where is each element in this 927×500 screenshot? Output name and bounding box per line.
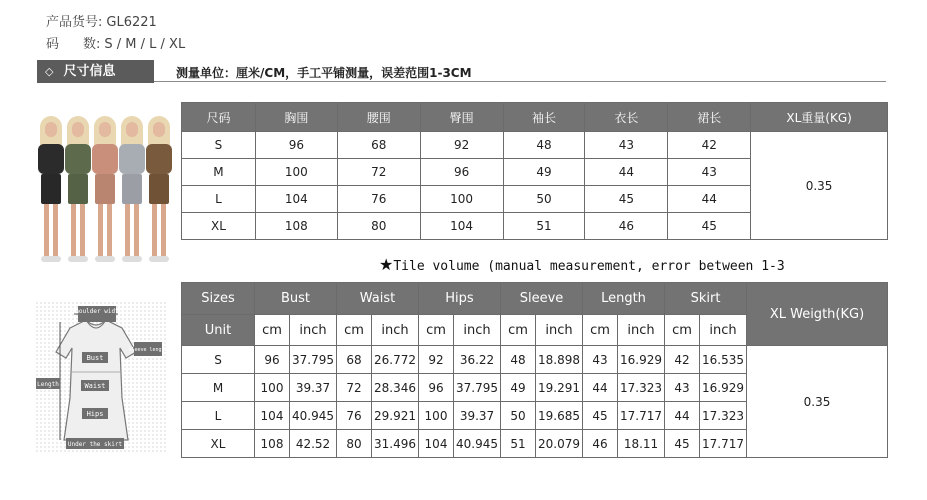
table-cell: 68 xyxy=(337,132,420,159)
size-cell: M xyxy=(182,374,255,402)
sizes-value: S / M / L / XL xyxy=(104,37,186,52)
table-cell: 76 xyxy=(337,402,372,430)
unit-cell: inch xyxy=(290,315,337,346)
table-cell: 17.717 xyxy=(700,430,747,458)
model-figure xyxy=(38,116,64,262)
diagram-under-skirt-label: Under the skirt xyxy=(67,441,123,448)
tile-volume-note xyxy=(379,255,785,274)
table-cell: 96 xyxy=(255,346,290,374)
weight-cell: 0.35 xyxy=(747,346,888,458)
measurement-note: 测量单位：厘米/CM，手工平铺测量，误差范围1-3CM xyxy=(176,66,472,80)
table-header-row xyxy=(182,103,888,132)
table-cell: 51 xyxy=(503,213,585,240)
table-cell: 104 xyxy=(255,186,337,213)
unit-cell: inch xyxy=(700,315,747,346)
column-header: 腰围 xyxy=(337,103,420,132)
table-cell: 72 xyxy=(337,159,420,186)
table-cell: 48 xyxy=(503,132,585,159)
table-cell: 36.22 xyxy=(454,346,501,374)
unit-cell: inch xyxy=(372,315,419,346)
table-cell: 16.929 xyxy=(618,346,665,374)
table-cell: 45 xyxy=(668,213,751,240)
column-header: Skirt xyxy=(665,283,747,315)
table-cell: 17.717 xyxy=(618,402,665,430)
table-cell: 44 xyxy=(668,186,751,213)
garment-diagram xyxy=(36,302,166,454)
column-header: 衣长 xyxy=(585,103,668,132)
table-cell: 20.079 xyxy=(536,430,583,458)
unit-cell: inch xyxy=(536,315,583,346)
table-cell: 40.945 xyxy=(290,402,337,430)
table-cell: 108 xyxy=(255,430,290,458)
unit-cell: cm xyxy=(337,315,372,346)
table-cell: 96 xyxy=(420,159,503,186)
size-table-cn xyxy=(181,102,888,240)
section-header xyxy=(37,60,154,83)
unit-cell: cm xyxy=(583,315,618,346)
table-cell: 100 xyxy=(255,374,290,402)
models-photo xyxy=(36,112,176,262)
table-cell: 44 xyxy=(665,402,700,430)
table-cell: 100 xyxy=(419,402,454,430)
size-cell: XL xyxy=(182,430,255,458)
table-cell: 43 xyxy=(585,132,668,159)
table-cell: 43 xyxy=(665,374,700,402)
product-code-line xyxy=(46,11,157,30)
table-cell: 42 xyxy=(665,346,700,374)
table-row xyxy=(182,132,888,159)
table-cell: 72 xyxy=(337,374,372,402)
table-cell: 42 xyxy=(668,132,751,159)
table-cell: 39.37 xyxy=(454,402,501,430)
table-cell: 50 xyxy=(503,186,585,213)
model-figure xyxy=(119,116,145,262)
product-code-label: 产品货号: xyxy=(46,15,103,30)
table-cell: 45 xyxy=(583,402,618,430)
size-cell: L xyxy=(182,186,256,213)
model-figure xyxy=(92,116,118,262)
star-icon: ★ xyxy=(379,255,394,274)
table-cell: 42.52 xyxy=(290,430,337,458)
table-row xyxy=(182,346,888,374)
table-cell: 45 xyxy=(665,430,700,458)
table-cell: 43 xyxy=(668,159,751,186)
table-cell: 16.535 xyxy=(700,346,747,374)
diagram-sleeve-label: sleeve length xyxy=(128,347,166,353)
diagram-bust-label: Bust xyxy=(86,354,104,362)
table-cell: 92 xyxy=(420,132,503,159)
column-header: Sizes xyxy=(182,283,255,315)
diamond-icon: ◇ xyxy=(45,65,54,78)
table-cell: 44 xyxy=(583,374,618,402)
diagram-length-label: Length xyxy=(37,381,59,388)
size-cell: M xyxy=(182,159,256,186)
table-cell: 18.898 xyxy=(536,346,583,374)
sizes-label-2: 数: xyxy=(83,37,101,52)
unit-cell: cm xyxy=(501,315,536,346)
diagram-hips-label: Hips xyxy=(86,410,104,418)
table-cell: 45 xyxy=(585,186,668,213)
table-cell: 37.795 xyxy=(290,346,337,374)
size-table-en xyxy=(181,282,888,458)
table-cell: 68 xyxy=(337,346,372,374)
column-header: 胸围 xyxy=(255,103,337,132)
size-cell: S xyxy=(182,346,255,374)
table-cell: 92 xyxy=(419,346,454,374)
weight-cell: 0.35 xyxy=(751,132,888,240)
model-figure xyxy=(65,116,91,262)
table-cell: 50 xyxy=(501,402,536,430)
table-cell: 48 xyxy=(501,346,536,374)
size-cell: L xyxy=(182,402,255,430)
column-header: 裙长 xyxy=(668,103,751,132)
table-cell: 51 xyxy=(501,430,536,458)
unit-cell: cm xyxy=(665,315,700,346)
table-cell: 80 xyxy=(337,430,372,458)
table-cell: 28.346 xyxy=(372,374,419,402)
table-cell: 37.795 xyxy=(454,374,501,402)
table-cell: 46 xyxy=(585,213,668,240)
unit-cell: cm xyxy=(419,315,454,346)
diagram-shoulder-label: shoulder width xyxy=(71,308,123,315)
table-cell: 16.929 xyxy=(700,374,747,402)
table-cell: 26.772 xyxy=(372,346,419,374)
column-header: Sleeve xyxy=(501,283,583,315)
tile-note-text: Tile volume (manual measurement, error between 1-3 xyxy=(393,259,785,274)
dress-outline-icon xyxy=(36,302,166,454)
table-header-row xyxy=(182,283,888,315)
section-title: 尺寸信息 xyxy=(63,64,116,79)
size-cell: XL xyxy=(182,213,256,240)
table-cell: 19.685 xyxy=(536,402,583,430)
column-header: 尺码 xyxy=(182,103,256,132)
product-code-value: GL6221 xyxy=(106,15,157,30)
sizes-label-1: 码 xyxy=(46,37,60,52)
column-header: Length xyxy=(583,283,665,315)
table-cell: 104 xyxy=(255,402,290,430)
table-cell: 17.323 xyxy=(700,402,747,430)
column-header: Waist xyxy=(337,283,419,315)
table-cell: 31.496 xyxy=(372,430,419,458)
unit-label: Unit xyxy=(182,315,255,346)
table-cell: 29.921 xyxy=(372,402,419,430)
table-cell: 39.37 xyxy=(290,374,337,402)
column-header: Hips xyxy=(419,283,501,315)
column-header: XL重量(KG) xyxy=(751,103,888,132)
column-header: 臀围 xyxy=(420,103,503,132)
column-header: Bust xyxy=(255,283,337,315)
unit-cell: cm xyxy=(255,315,290,346)
unit-cell: inch xyxy=(454,315,501,346)
sizes-line xyxy=(46,33,185,52)
table-cell: 40.945 xyxy=(454,430,501,458)
table-cell: 76 xyxy=(337,186,420,213)
table-cell: 18.11 xyxy=(618,430,665,458)
section-divider xyxy=(154,81,886,82)
table-cell: 96 xyxy=(255,132,337,159)
column-header: XL Weigth(KG) xyxy=(747,283,888,346)
size-cell: S xyxy=(182,132,256,159)
model-figure xyxy=(146,116,172,262)
table-cell: 80 xyxy=(337,213,420,240)
table-cell: 17.323 xyxy=(618,374,665,402)
table-cell: 49 xyxy=(501,374,536,402)
table-cell: 46 xyxy=(583,430,618,458)
table-cell: 19.291 xyxy=(536,374,583,402)
table-cell: 100 xyxy=(255,159,337,186)
table-cell: 100 xyxy=(420,186,503,213)
column-header: 袖长 xyxy=(503,103,585,132)
diagram-waist-label: Waist xyxy=(84,382,106,390)
unit-cell: inch xyxy=(618,315,665,346)
table-cell: 49 xyxy=(503,159,585,186)
table-cell: 43 xyxy=(583,346,618,374)
table-cell: 96 xyxy=(419,374,454,402)
table-cell: 104 xyxy=(419,430,454,458)
table-cell: 104 xyxy=(420,213,503,240)
table-cell: 44 xyxy=(585,159,668,186)
table-cell: 108 xyxy=(255,213,337,240)
